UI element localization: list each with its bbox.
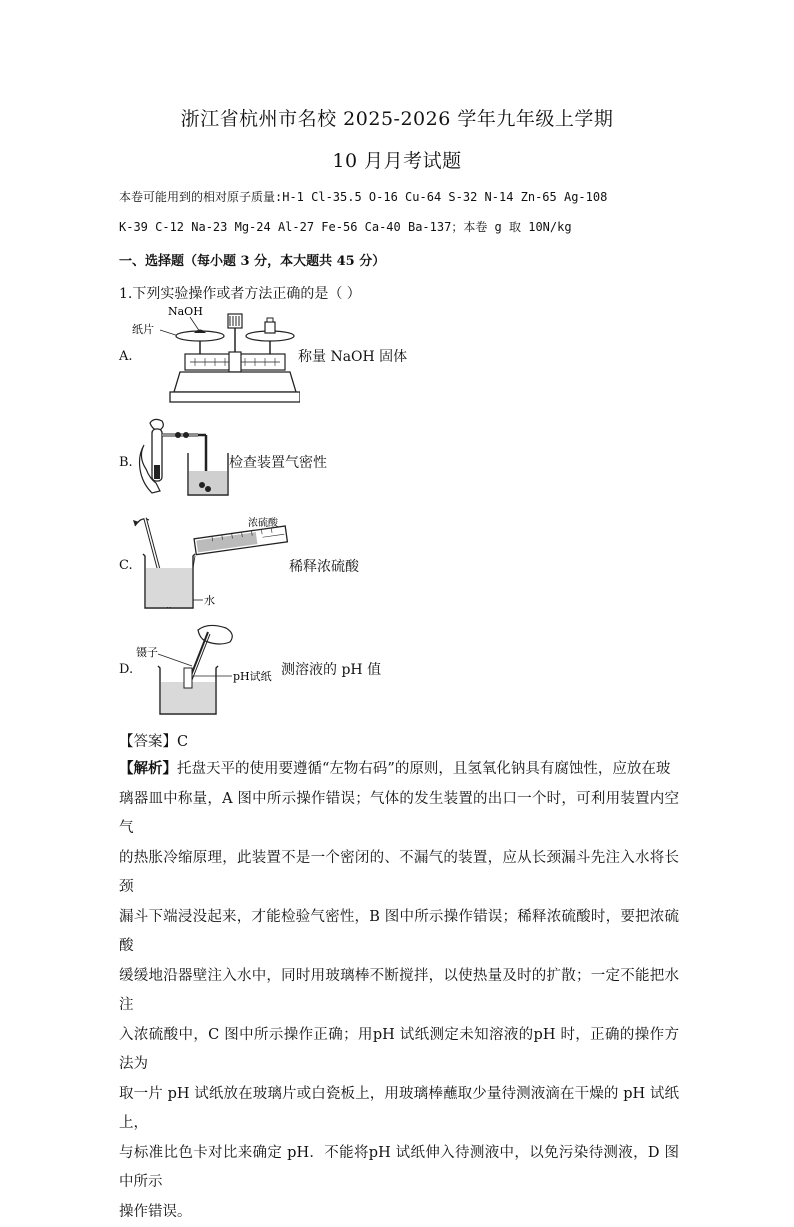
option-d-caption: 测溶液的 pH 值 [281, 659, 381, 679]
ph-paper-label: pH试纸 [233, 670, 272, 683]
analysis-line: 的热胀冷缩原理，此装置不是一个密闭的、不漏气的装置，应从长颈漏斗先注入水将长颈 [119, 844, 679, 903]
analysis-block [119, 754, 679, 1227]
atomic-mass-line-2: K-39 C-12 Na-23 Mg-24 Al-27 Fe-56 Ca-40 Ba-137；本卷 g 取 10N/kg [119, 218, 572, 235]
analysis-line: 【解析】托盘天平的使用要遵循“左物右码”的原则，且氢氧化钠具有腐蚀性，应放在玻 [119, 754, 679, 785]
water-label: 水 [204, 593, 215, 607]
option-b-letter: B. [119, 455, 133, 470]
option-c-caption: 稀释浓硫酸 [289, 556, 359, 576]
analysis-line: 取一片 pH 试纸放在玻璃片或白瓷板上，用玻璃棒蘸取少量待测液滴在干燥的 pH 试纸上， [119, 1080, 679, 1139]
analysis-line: 缓缓地沿器壁注入水中，同时用玻璃棒不断搅拌，以使热量及时的扩散；一定不能把水注 [119, 962, 679, 1021]
option-a-letter: A. [119, 349, 133, 364]
answer-text: 【答案】C [119, 730, 188, 751]
option-d-letter: D. [119, 662, 133, 677]
analysis-line: 操作错误。 [119, 1198, 679, 1227]
naoh-label: NaOH [168, 305, 203, 318]
title-line-1: 浙江省杭州市名校 2025-2026 学年九年级上学期 [0, 104, 794, 131]
analysis-label: 【解析】 [119, 760, 177, 777]
option-c-letter: C. [119, 558, 133, 573]
analysis-line: 璃器皿中称量，A 图中所示操作错误；气体的发生装置的出口一个时，可利用装置内空气 [119, 785, 679, 844]
dilution-illustration [133, 512, 293, 612]
ph-test-illustration [136, 620, 282, 718]
analysis-line: 与标准比色卡对比来确定 pH．不能将pH 试纸伸入待测液中，以免污染待测液，D 图中所示 [119, 1139, 679, 1198]
tweezers-label: 镊子 [136, 645, 158, 659]
balance-illustration [130, 302, 300, 407]
title-line-2: 10 月月考试题 [0, 146, 794, 173]
section-heading: 一、选择题（每小题 3 分，本大题共 45 分） [119, 250, 385, 269]
paper-label: 纸片 [132, 322, 154, 336]
atomic-mass-line-1: 本卷可能用到的相对原子质量:H-1 Cl-35.5 O-16 Cu-64 S-32 N-14 Zn-65 Ag-108 [119, 188, 607, 205]
option-b-caption: 检查装置气密性 [229, 452, 327, 472]
analysis-line: 入浓硫酸中，C 图中所示操作正确；用pH 试纸测定未知溶液的pH 时，正确的操作方法为 [119, 1021, 679, 1080]
acid-label: 浓硫酸 [248, 516, 279, 529]
airtightness-illustration [138, 415, 233, 500]
question-text: 1.下列实验操作或者方法正确的是（ ） [119, 283, 361, 303]
option-a-caption: 称量 NaOH 固体 [298, 346, 407, 366]
analysis-line: 漏斗下端浸没起来，才能检验气密性，B 图中所示操作错误；稀释浓硫酸时，要把浓硫酸 [119, 903, 679, 962]
